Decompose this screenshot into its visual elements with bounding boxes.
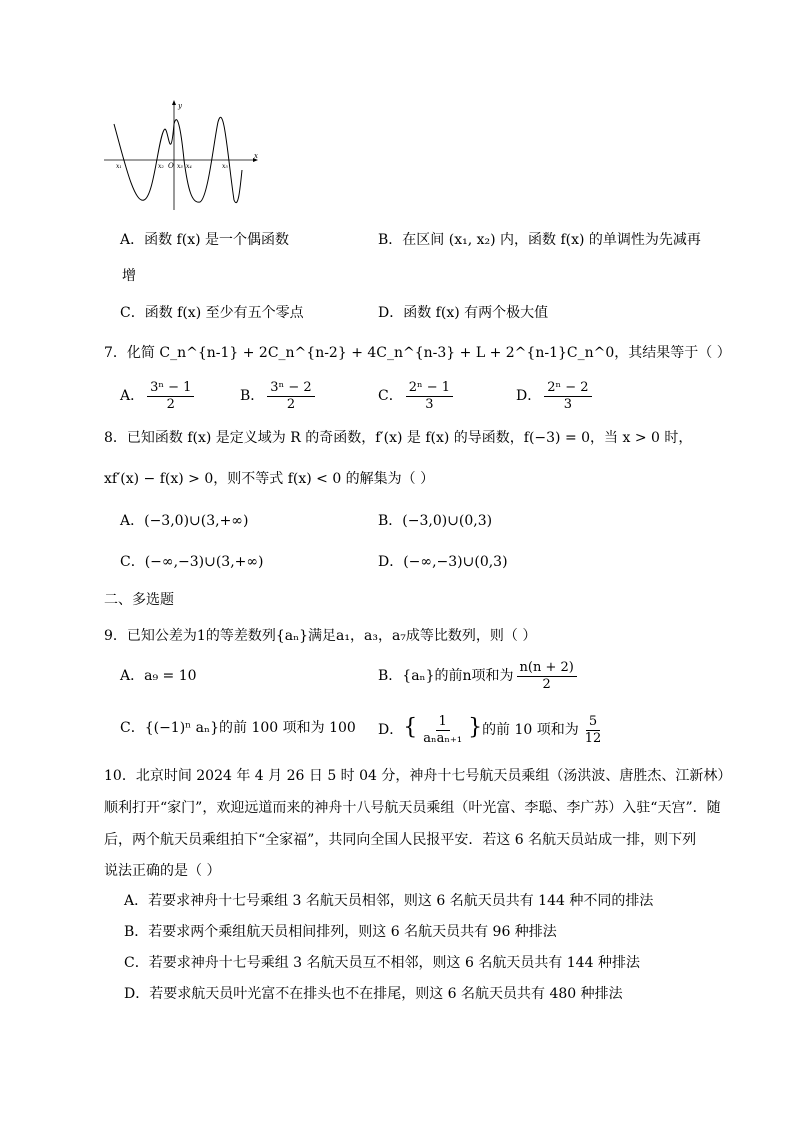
q9-d-res-num: 5 — [586, 714, 600, 731]
q6-option-b-line2: 增 — [122, 268, 136, 284]
graph-x3: x₃ — [177, 163, 183, 170]
q6-option-d: D．函数 f(x) 有两个极大值 — [378, 305, 549, 321]
q9-option-a: A．a₉ = 10 — [120, 668, 197, 684]
q7-a-num: 3ⁿ − 1 — [147, 380, 194, 397]
q8-option-c: C．(−∞,−3)∪(3,+∞) — [120, 554, 264, 570]
q8-option-d: D．(−∞,−3)∪(0,3) — [378, 554, 508, 570]
q10-stem-line4: 说法正确的是（ ） — [104, 863, 221, 879]
q7-option-b — [240, 376, 318, 416]
q10-option-b: B．若要求两个乘组航天员相间排列，则这 6 名航天员共有 96 种排法 — [124, 924, 557, 940]
q9-option-b — [378, 656, 580, 696]
q7-c-label: C． — [378, 388, 403, 404]
q10-option-c: C．若要求神舟十七号乘组 3 名航天员互不相邻，则这 6 名航天员共有 144 种排法 — [124, 955, 640, 971]
q10-option-d: D．若要求航天员叶光富不在排头也不在排尾，则这 6 名航天员共有 480 种排法 — [124, 986, 623, 1002]
q8-option-a: A．(−3,0)∪(3,+∞) — [120, 513, 249, 529]
q10-stem-line1: 10．北京时间 2024 年 4 月 26 日 5 时 04 分，神舟十七号航天员乘组（汤洪波、唐胜杰、江新林） — [104, 768, 732, 784]
q8-option-b: B．(−3,0)∪(0,3) — [378, 513, 493, 529]
q7-c-den: 3 — [425, 396, 434, 412]
graph-y-label: y — [178, 102, 182, 110]
graph-x-label: x — [254, 152, 258, 160]
graph-x2: x₂ — [158, 163, 164, 170]
section-heading-multi-choice: 二、多选题 — [104, 592, 174, 608]
q9-d-num: 1 — [436, 714, 450, 731]
q9-b-pre: B．{aₙ}的前n项和为 — [378, 668, 514, 684]
q9-d-den: aₙaₙ₊₁ — [423, 730, 463, 746]
q6-option-b-line1: B．在区间 (x₁, x₂) 内，函数 f(x) 的单调性为先减再 — [378, 232, 701, 248]
q8-stem-line1: 8．已知函数 f(x) 是定义域为 R 的奇函数，f′(x) 是 f(x) 的导函数，f(−3) = 0，当 x > 0 时， — [104, 430, 693, 446]
q9-option-c: C．{(−1)ⁿ aₙ}的前 100 项和为 100 — [120, 720, 356, 736]
function-graph — [100, 100, 262, 212]
q6-option-c: C．函数 f(x) 至少有五个零点 — [120, 305, 304, 321]
q6-option-a: A．函数 f(x) 是一个偶函数 — [120, 232, 290, 248]
q8-stem-line2: xf′(x) − f(x) > 0，则不等式 f(x) < 0 的解集为（ ） — [104, 471, 435, 487]
q10-stem-line2: 顺利打开“家门”，欢迎远道而来的神舟十八号航天员乘组（叶光富、李聪、李广苏）入驻“天宫”．随 — [104, 800, 721, 816]
q7-c-num: 2ⁿ − 1 — [406, 380, 453, 397]
q7-b-label: B． — [240, 388, 265, 404]
q7-d-num: 2ⁿ − 2 — [544, 380, 591, 397]
q7-b-den: 2 — [286, 396, 296, 412]
q7-a-label: A． — [120, 388, 145, 404]
q10-stem-line3: 后，两个航天员乘组拍下“全家福”，共同向全国人民报平安．若这 6 名航天员站成一排，则下列 — [104, 832, 697, 848]
q7-d-label: D． — [516, 388, 542, 404]
q7-option-a — [120, 376, 197, 416]
q7-stem: 7．化简 C_n^{n-1} + 2C_n^{n-2} + 4C_n^{n-3} + L + 2^{n-1}C_n^0，其结果等于（ ） — [104, 345, 731, 361]
q9-b-den: 2 — [542, 676, 551, 692]
q9-stem: 9．已知公差为1的等差数列{aₙ}满足a₁，a₃，a₇成等比数列，则（ ） — [104, 628, 537, 644]
q7-d-den: 3 — [563, 396, 573, 412]
q7-b-num: 3ⁿ − 2 — [267, 380, 314, 397]
q9-d-pre: D． — [378, 722, 404, 738]
q10-option-a: A．若要求神舟十七号乘组 3 名航天员相邻，则这 6 名航天员共有 144 种不同的排法 — [124, 893, 654, 909]
q7-a-den: 2 — [166, 396, 175, 412]
graph-x5: x₅ — [222, 163, 228, 170]
graph-x1: x₁ — [116, 163, 122, 170]
graph-origin: O — [168, 162, 174, 170]
q9-d-res-den: 12 — [584, 730, 602, 746]
q7-option-c — [378, 376, 456, 416]
q9-b-num: n(n + 2) — [517, 660, 577, 677]
q9-option-d: D．{ $\frac{1}{\text{aₙaₙ₊₁}}$ }的前 10 项和为 $\frac{5}{12}$ — [378, 708, 607, 750]
q7-option-d — [516, 376, 595, 416]
q9-d-post: 的前 10 项和为 — [482, 722, 579, 738]
graph-x4: x₄ — [186, 163, 192, 170]
